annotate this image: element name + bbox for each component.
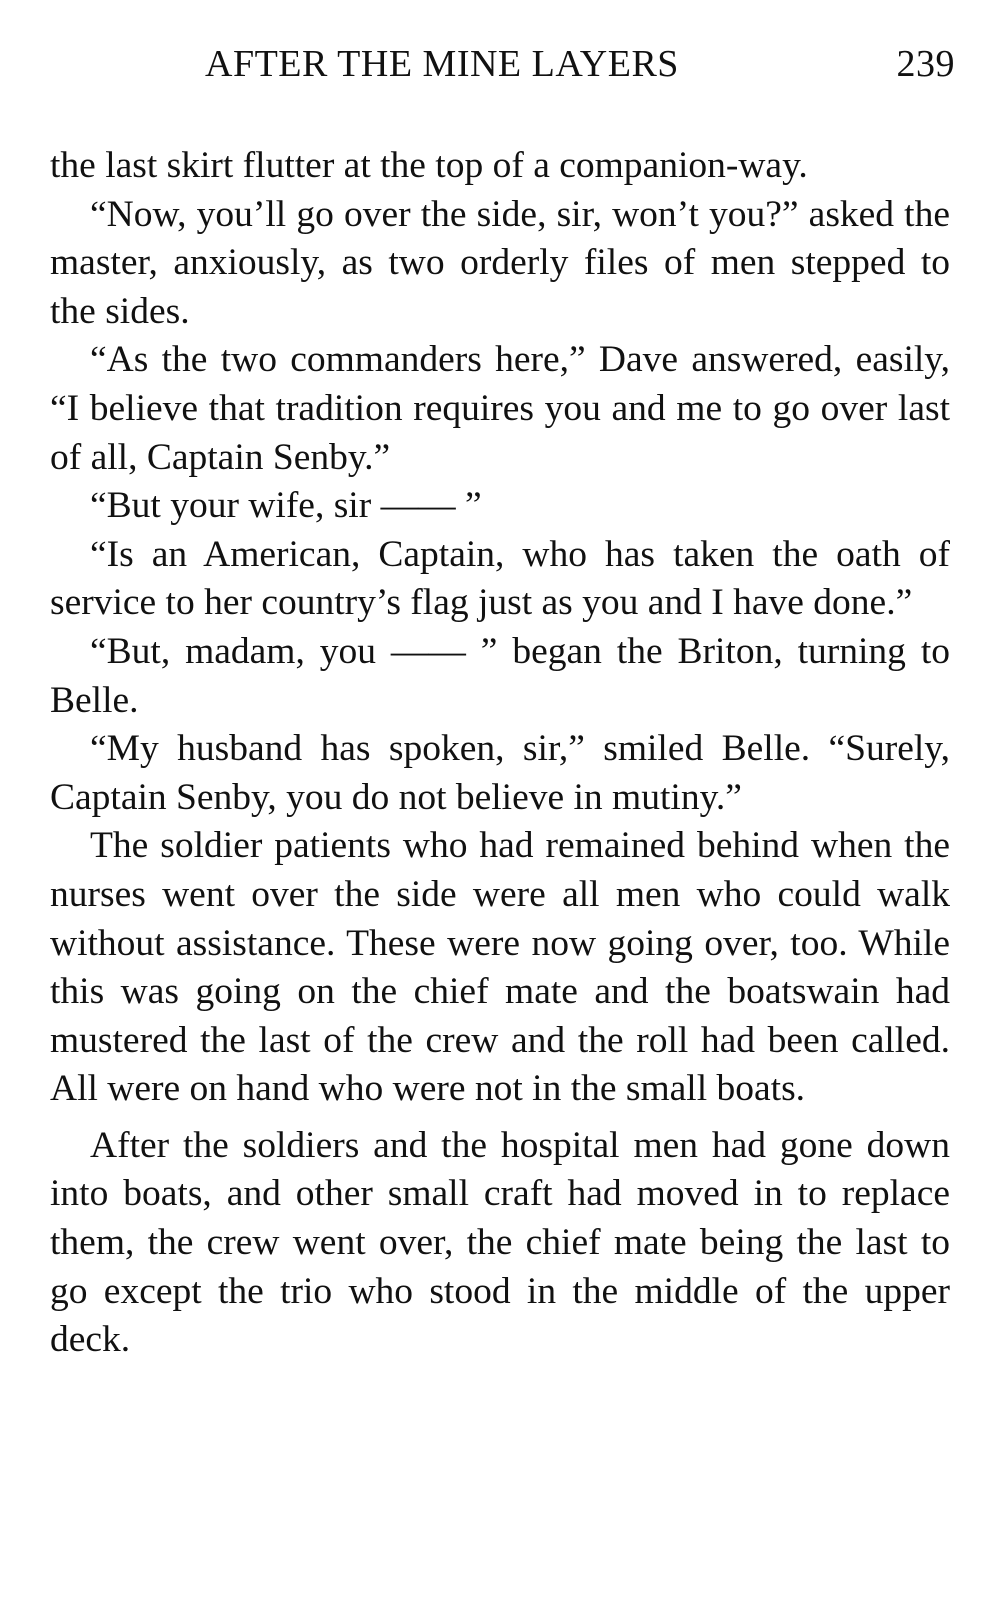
paragraph: “As the two commanders here,” Dave answered, easily, “I believe that tradition requires you and me to go over last of all, Captain Senby.” [50, 339, 950, 478]
running-head [205, 42, 955, 92]
paragraph: “But your wife, sir —— ” [90, 485, 482, 527]
paragraph: the last skirt flutter at the top of a companion-way. [50, 145, 808, 186]
running-title: AFTER THE MINE LAYERS [205, 43, 679, 85]
page-number: 239 [896, 43, 955, 85]
paragraph: “Now, you’ll go over the side, sir, won’t you?” asked the master, anxiously, as two orderly files of men stepped to the sides. [50, 193, 950, 332]
paragraph: “My husband has spoken, sir,” smiled Belle. “Surely, Captain Senby, you do not believe in mutiny.” [50, 728, 950, 818]
body-text [50, 142, 950, 1365]
paragraph: “But, madam, you —— ” began the Briton, turning to Belle. [50, 630, 950, 721]
paragraph: After the soldiers and the hospital men had gone down into boats, and other small craft had moved in to replace them, the crew went over, the chief mate being the last to go except the trio who stood in the middle of the upper deck. [50, 1124, 950, 1361]
paragraph: “Is an American, Captain, who has taken the oath of service to her country’s flag just as you and I have done.” [50, 533, 950, 624]
paragraph: The soldier patients who had remained behind when the nurses went over the side were all men who could walk without assistance. These were now going over, too. While this was going on the chief mate and the boatswain had mustered the last of the crew and the roll had been called. All were on hand who were not in the small boats. [50, 825, 950, 1110]
